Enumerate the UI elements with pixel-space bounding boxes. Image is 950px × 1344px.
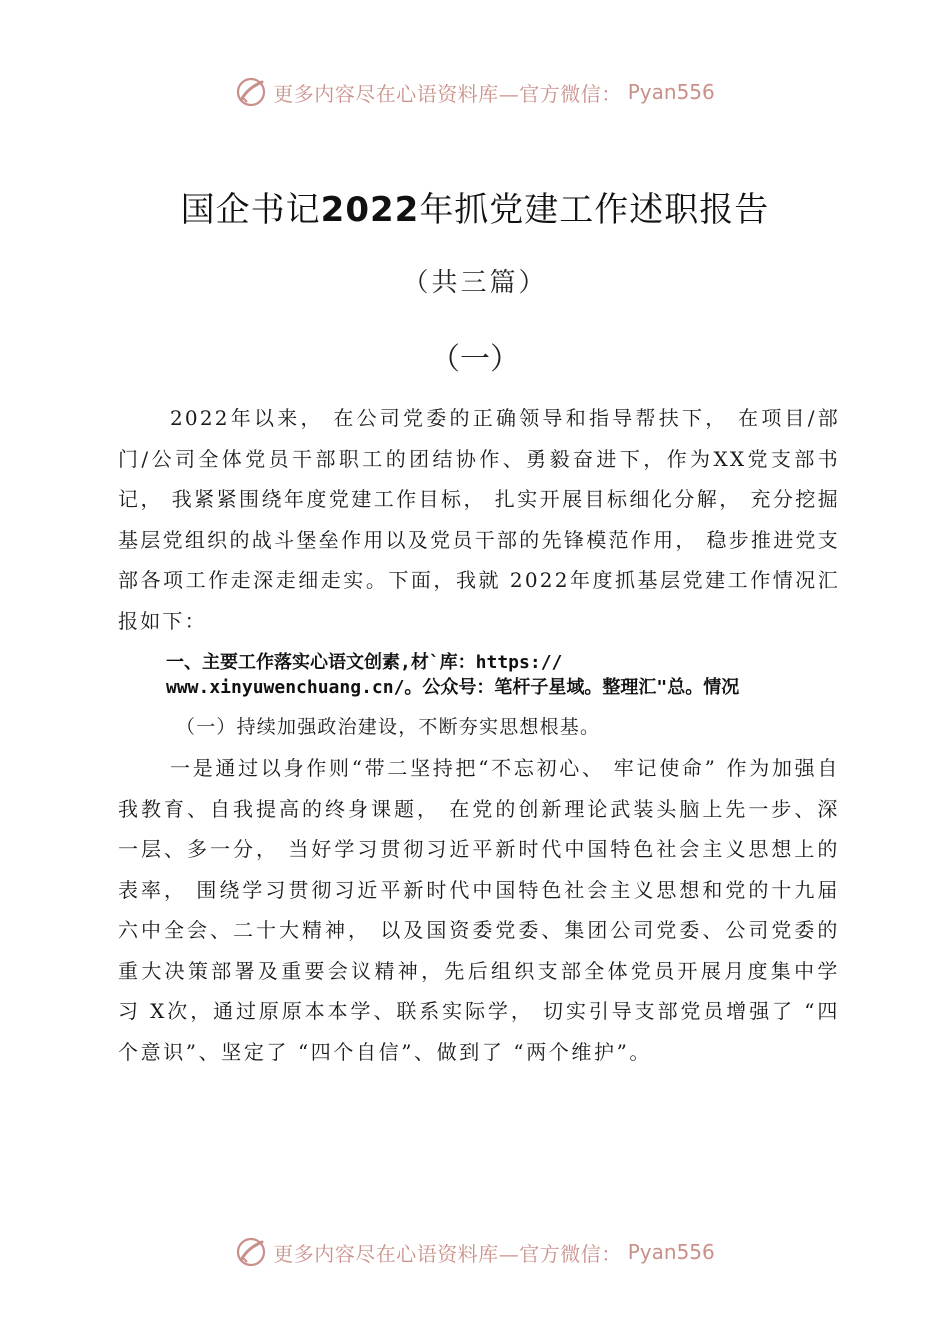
section-heading-line2: www.xinyuwenchuang.cn/。公众号：笔杆子星域。整理汇"总。情况 <box>166 677 740 698</box>
banner-wechat-id: Pyan556 <box>627 1240 715 1264</box>
title-suffix: 年抓党建工作述职报告 <box>419 190 770 230</box>
banner-prefix: 更多内容尽在心语资料库—官方微信： <box>273 1241 622 1266</box>
brush-pen-logo-icon <box>235 76 267 108</box>
body-paragraph: 一是通过以身作则“带二坚持把“不忘初心、 牢记使命” 作为加强自我教育、自我提高的终身课题， 在党的创新理论武装头脑上先一步、深一层、多一分， 当好学习贯彻习近平新时代中国特色社会主义思想上的表率， 围绕学习贯彻习近平新时代中国特色社会主义思想和党的十九届六中全会、二十大精神， 以及国资委党委、集团公司党委、公司党委的重大决策部署及重要会议精神，先后组织支部全体党员开展月度集中学习 X次，通过原原本本学、联系实际学， 切实引导支部党员增强了 “四个意识”、坚定了 “四个自信”、做到了 “两个维护”。 <box>118 756 840 1064</box>
brush-pen-logo-icon <box>235 1236 267 1268</box>
subsection-heading: （一）持续加强政治建设，不断夯实思想根基。 <box>176 716 601 738</box>
section-number: （一） <box>430 342 520 377</box>
title-prefix: 国企书记 <box>180 190 321 230</box>
banner-wechat-id: Pyan556 <box>627 80 715 104</box>
intro-paragraph: 2022年以来， 在公司党委的正确领导和指导帮扶下， 在项目/部门/公司全体党员干部职工的团结协作、勇毅奋进下，作为XX党支部书记， 我紧紧围绕年度党建工作目标， 扎实开展目标细化分解， 充分挖掘基层党组织的战斗堡垒作用以及党员干部的先锋模范作用， 稳步推进党支部各项工作走深走细走实。下面，我就 2022年度抓基层党建工作情况汇报如下： <box>118 406 840 633</box>
page-subtitle: （共三篇） <box>402 268 548 298</box>
section-heading <box>166 650 846 700</box>
section-heading-line1: 一、主要工作落实心语文创素,材`库：https:// <box>166 652 563 673</box>
header-banner <box>0 72 950 112</box>
page-title <box>0 182 950 231</box>
footer-banner <box>0 1232 950 1272</box>
banner-prefix: 更多内容尽在心语资料库—官方微信： <box>273 81 622 106</box>
title-year: 2022 <box>320 190 420 230</box>
